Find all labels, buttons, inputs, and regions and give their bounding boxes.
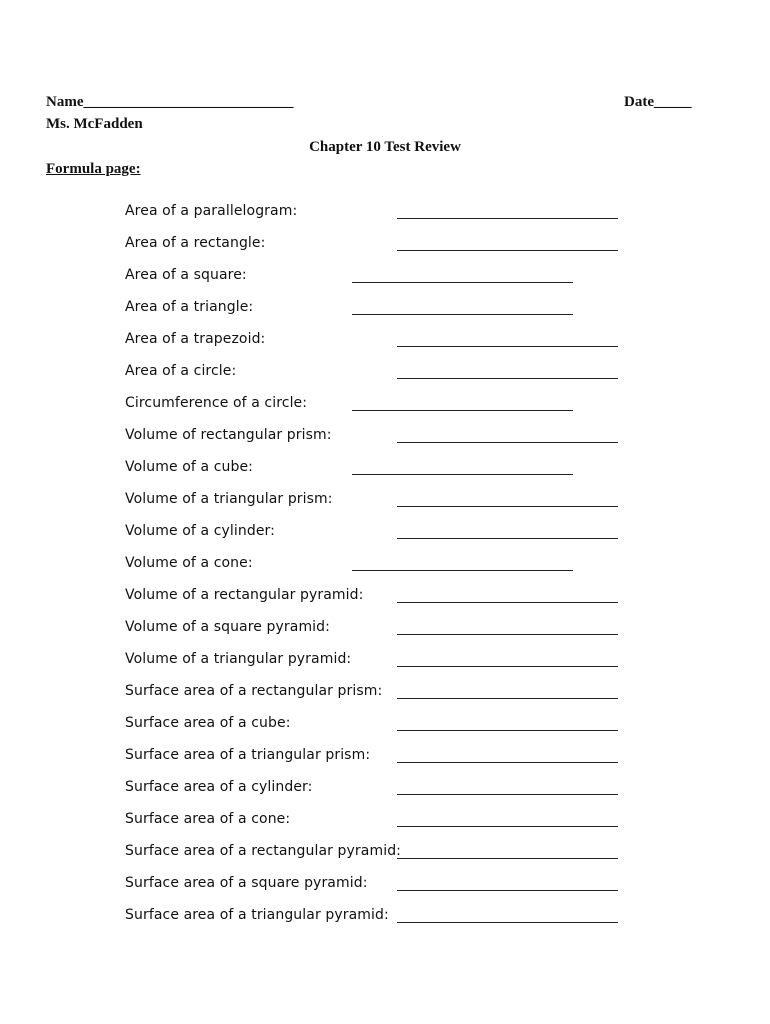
formula-label: Surface area of a triangular prism:	[125, 747, 371, 763]
teacher-name: Ms. McFadden	[46, 116, 143, 132]
formula-label: Volume of a cube:	[125, 459, 253, 475]
formula-label: Surface area of a square pyramid:	[125, 875, 368, 891]
formula-label: Surface area of a cube:	[125, 715, 291, 731]
answer-blank[interactable]	[352, 459, 573, 475]
formula-row	[125, 811, 645, 843]
formula-row	[125, 395, 645, 427]
formula-row	[125, 523, 645, 555]
formula-row	[125, 555, 645, 587]
formula-row	[125, 779, 645, 811]
answer-blank[interactable]	[397, 619, 618, 635]
formula-label: Area of a parallelogram:	[125, 203, 298, 219]
formula-row	[125, 651, 645, 683]
formula-label: Volume of a rectangular pyramid:	[125, 587, 364, 603]
formula-label: Area of a circle:	[125, 363, 237, 379]
formula-row	[125, 747, 645, 779]
formula-label: Area of a triangle:	[125, 299, 254, 315]
formula-row	[125, 843, 645, 875]
page-title	[0, 139, 770, 156]
answer-blank[interactable]	[352, 555, 573, 571]
formula-row	[125, 459, 645, 491]
answer-blank[interactable]	[397, 747, 618, 763]
answer-blank[interactable]	[397, 715, 618, 731]
formula-label: Surface area of a cylinder:	[125, 779, 313, 795]
formula-label: Volume of a triangular prism:	[125, 491, 333, 507]
formula-row	[125, 427, 645, 459]
formula-row	[125, 715, 645, 747]
answer-blank[interactable]	[397, 875, 618, 891]
formula-list	[125, 203, 645, 939]
date-field-label[interactable]: Date_____	[624, 94, 692, 110]
formula-label: Volume of a cone:	[125, 555, 253, 571]
formula-label: Circumference of a circle:	[125, 395, 308, 411]
formula-row	[125, 331, 645, 363]
formula-row	[125, 235, 645, 267]
formula-row	[125, 875, 645, 907]
formula-row	[125, 491, 645, 523]
formula-label: Area of a rectangle:	[125, 235, 266, 251]
formula-label: Area of a square:	[125, 267, 247, 283]
formula-row	[125, 907, 645, 939]
formula-label: Area of a trapezoid:	[125, 331, 266, 347]
answer-blank[interactable]	[397, 203, 618, 219]
answer-blank[interactable]	[397, 651, 618, 667]
answer-blank[interactable]	[397, 907, 618, 923]
formula-label: Surface area of a rectangular prism:	[125, 683, 383, 699]
formula-label: Volume of rectangular prism:	[125, 427, 332, 443]
answer-blank[interactable]	[352, 299, 573, 315]
formula-label: Volume of a cylinder:	[125, 523, 275, 539]
formula-row	[125, 619, 645, 651]
formula-row	[125, 683, 645, 715]
formula-row	[125, 267, 645, 299]
answer-blank[interactable]	[397, 811, 618, 827]
formula-row	[125, 299, 645, 331]
formula-row	[125, 587, 645, 619]
name-field-label[interactable]: Name____________________________	[46, 94, 294, 110]
formula-row	[125, 363, 645, 395]
answer-blank[interactable]	[397, 587, 618, 603]
formula-label: Surface area of a triangular pyramid:	[125, 907, 389, 923]
answer-blank[interactable]	[397, 523, 618, 539]
answer-blank[interactable]	[397, 363, 618, 379]
answer-blank[interactable]	[352, 267, 573, 283]
formula-row	[125, 203, 645, 235]
formula-label: Volume of a triangular pyramid:	[125, 651, 352, 667]
answer-blank[interactable]	[397, 843, 618, 859]
formula-label: Surface area of a rectangular pyramid:	[125, 843, 401, 859]
page-title-text: Chapter 10 Test Review	[309, 139, 461, 155]
formula-label: Volume of a square pyramid:	[125, 619, 330, 635]
answer-blank[interactable]	[397, 235, 618, 251]
answer-blank[interactable]	[397, 683, 618, 699]
formula-heading: Formula page:	[46, 161, 141, 177]
answer-blank[interactable]	[397, 427, 618, 443]
answer-blank[interactable]	[352, 395, 573, 411]
answer-blank[interactable]	[397, 491, 618, 507]
formula-label: Surface area of a cone:	[125, 811, 291, 827]
answer-blank[interactable]	[397, 331, 618, 347]
answer-blank[interactable]	[397, 779, 618, 795]
